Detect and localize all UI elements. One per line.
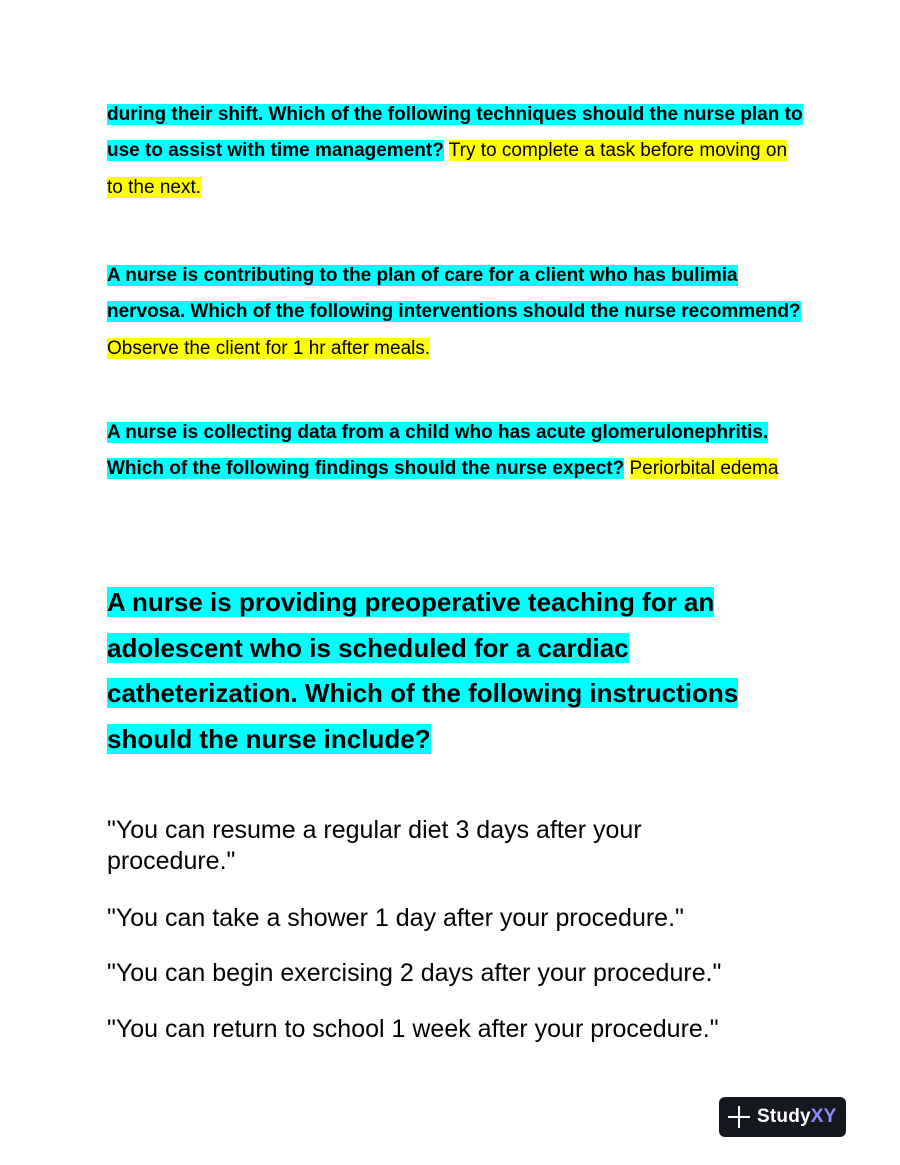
studyxy-logo-text bbox=[757, 1106, 837, 1128]
answer-option: "You can resume a regular diet 3 days after your procedure." bbox=[107, 816, 642, 875]
answer-option: "You can take a shower 1 day after your procedure." bbox=[107, 904, 684, 932]
qa-item bbox=[107, 97, 807, 206]
featured-question bbox=[107, 580, 807, 762]
answer-text: Periorbital edema bbox=[629, 458, 779, 480]
answer-option: "You can return to school 1 week after your procedure." bbox=[107, 1015, 719, 1043]
featured-question-text: A nurse is providing preoperative teaching for an adolescent who is scheduled for a cardiac catheterization. Which of the following instructions should the nurse include? bbox=[107, 587, 739, 754]
answer-text: Try to complete a task before moving on to the next. bbox=[107, 140, 788, 198]
question-text: A nurse is collecting data from a child who has acute glomerulonephritis. Which of the following findings should the nurse expect? bbox=[107, 422, 769, 480]
qa-item bbox=[107, 258, 807, 367]
question-text: during their shift. Which of the following techniques should the nurse plan to use to assist with time management? bbox=[107, 104, 803, 162]
plus-icon bbox=[727, 1105, 751, 1129]
answer-option: "You can begin exercising 2 days after your procedure." bbox=[107, 959, 722, 987]
qa-item bbox=[107, 415, 807, 488]
brand-accent: XY bbox=[810, 1106, 837, 1127]
answer-text: Observe the client for 1 hr after meals. bbox=[107, 337, 431, 359]
brand-main: Study bbox=[757, 1106, 811, 1127]
studyxy-badge[interactable] bbox=[719, 1097, 846, 1137]
question-text: A nurse is contributing to the plan of care for a client who has bulimia nervosa. Which of the following interventions should the nurse recommend? bbox=[107, 265, 801, 323]
